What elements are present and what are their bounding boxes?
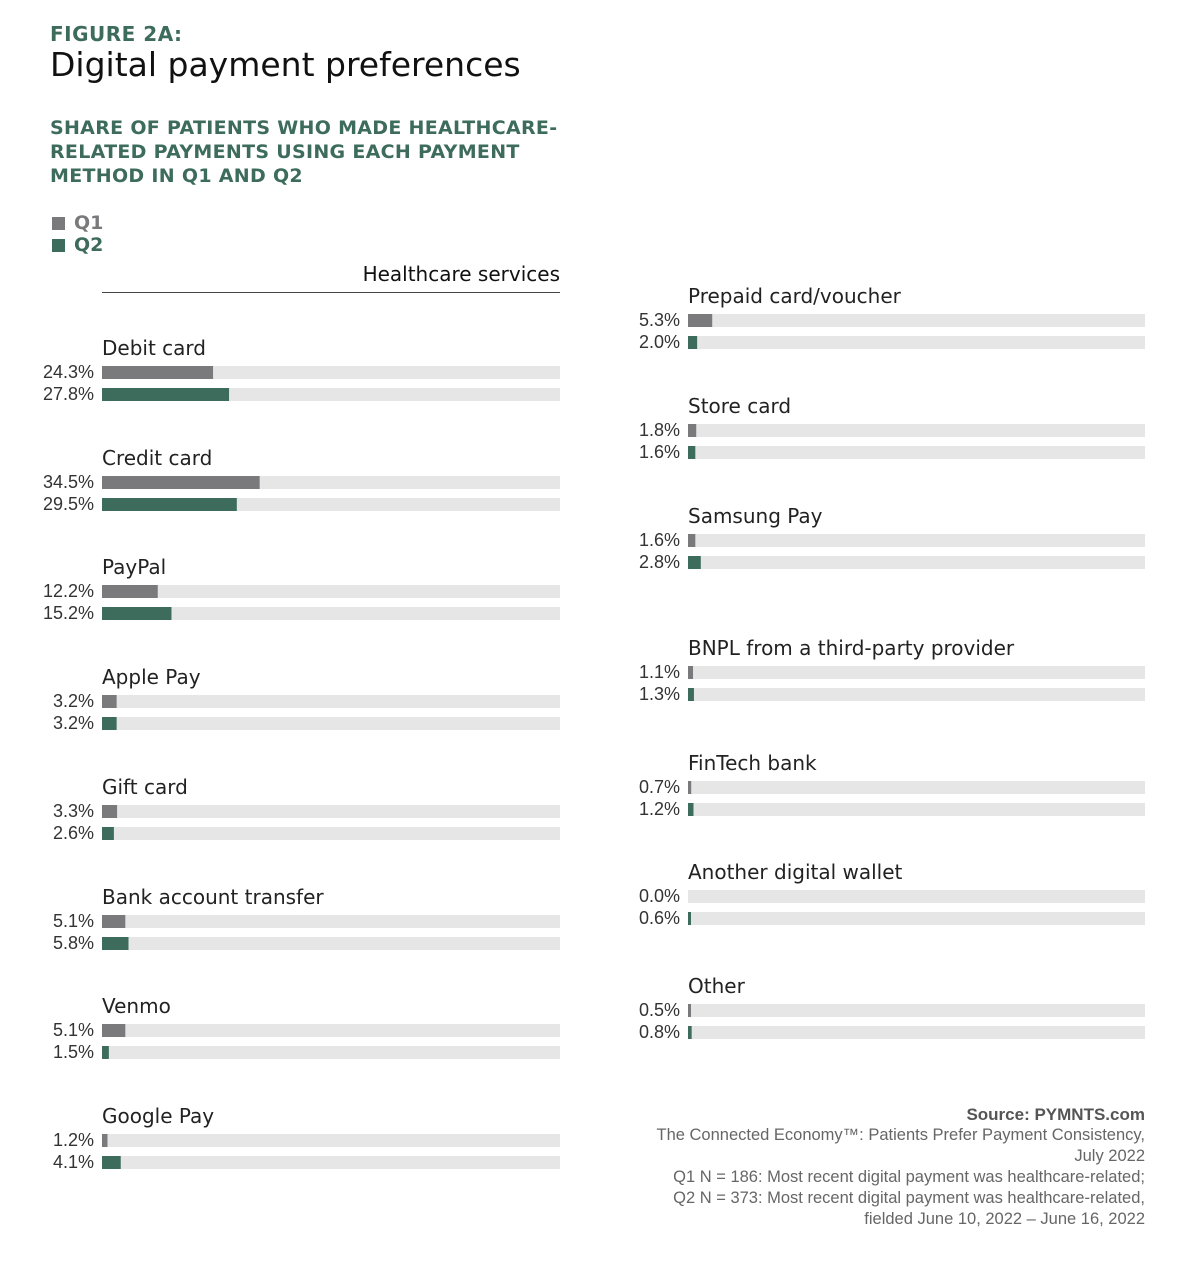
bar-track [102, 1156, 560, 1169]
value-label-q2-other: 0.8% [638, 1022, 680, 1042]
legend-label-q1: Q1 [74, 212, 104, 234]
chart-title: Digital payment preferences [50, 45, 521, 84]
value-label-q1-bnpl-from-a-third-party-provider: 1.1% [638, 662, 680, 682]
value-label-q2-store-card: 1.6% [638, 442, 680, 462]
bar-track [688, 314, 1145, 327]
category-label-other: Other [688, 974, 745, 998]
bar-track [688, 534, 1145, 547]
value-label-q1-bank-account-transfer: 5.1% [52, 911, 94, 931]
value-label-q2-paypal: 15.2% [42, 603, 94, 623]
bar-track [688, 1026, 1145, 1039]
value-label-q2-credit-card: 29.5% [42, 494, 94, 514]
bar-track [688, 424, 1145, 437]
category-label-prepaid-card-voucher: Prepaid card/voucher [688, 284, 901, 308]
bar-q1-store-card [688, 424, 696, 437]
value-label-q1-fintech-bank: 0.7% [638, 777, 680, 797]
bar-q2-samsung-pay [688, 556, 701, 569]
bar-track [102, 1046, 560, 1059]
bar-q1-bank-account-transfer [102, 915, 125, 928]
bar-q2-another-digital-wallet [688, 912, 691, 925]
bar-q2-venmo [102, 1046, 109, 1059]
category-label-samsung-pay: Samsung Pay [688, 504, 823, 528]
value-label-q2-apple-pay: 3.2% [52, 713, 94, 733]
value-label-q1-another-digital-wallet: 0.0% [638, 886, 680, 906]
bar-track [688, 912, 1145, 925]
bar-track [102, 1024, 560, 1037]
bar-q2-gift-card [102, 827, 114, 840]
source-line: Q1 N = 186: Most recent digital payment was healthcare-related; [673, 1168, 1145, 1186]
bar-q1-paypal [102, 585, 158, 598]
bar-track [688, 446, 1145, 459]
value-label-q2-prepaid-card-voucher: 2.0% [638, 332, 680, 352]
bar-track [688, 666, 1145, 679]
value-label-q1-store-card: 1.8% [638, 420, 680, 440]
category-label-another-digital-wallet: Another digital wallet [688, 860, 903, 884]
source-note [585, 1104, 1145, 1230]
bar-q1-apple-pay [102, 695, 117, 708]
category-label-credit-card: Credit card [102, 446, 213, 470]
value-label-q2-google-pay: 4.1% [52, 1152, 94, 1172]
source-line: The Connected Economy™: Patients Prefer Payment Consistency, [656, 1126, 1145, 1144]
bar-q2-debit-card [102, 388, 229, 401]
bar-q1-fintech-bank [688, 781, 691, 794]
bar-q1-credit-card [102, 476, 260, 489]
bar-track [688, 890, 1145, 903]
category-label-google-pay: Google Pay [102, 1104, 215, 1128]
value-label-q1-other: 0.5% [638, 1000, 680, 1020]
bar-track [102, 937, 560, 950]
bar-q2-bnpl-from-a-third-party-provider [688, 688, 694, 701]
category-label-venmo: Venmo [102, 994, 171, 1018]
value-label-q1-gift-card: 3.3% [52, 801, 94, 821]
value-label-q1-google-pay: 1.2% [52, 1130, 94, 1150]
value-label-q2-venmo: 1.5% [52, 1042, 94, 1062]
bar-q2-bank-account-transfer [102, 937, 129, 950]
bar-q1-debit-card [102, 366, 213, 379]
bar-q2-prepaid-card-voucher [688, 336, 697, 349]
bar-track [102, 717, 560, 730]
bar-track [688, 803, 1145, 816]
bar-q1-prepaid-card-voucher [688, 314, 712, 327]
source-line: fielded June 10, 2022 – June 16, 2022 [864, 1210, 1145, 1228]
bar-track [102, 915, 560, 928]
bar-track [688, 781, 1145, 794]
chart-subtitle: SHARE OF PATIENTS WHO MADE HEALTHCARE-RELATED PAYMENTS USING EACH PAYMENT METHOD IN Q1 AND Q2 [50, 117, 558, 187]
bar-track [102, 827, 560, 840]
value-label-q2-debit-card: 27.8% [42, 384, 94, 404]
bar-q2-google-pay [102, 1156, 121, 1169]
category-label-paypal: PayPal [102, 555, 167, 579]
value-label-q1-apple-pay: 3.2% [52, 691, 94, 711]
bar-track [688, 556, 1145, 569]
legend-label-q2: Q2 [74, 234, 104, 256]
source-line: July 2022 [1074, 1147, 1145, 1165]
bar-q2-paypal [102, 607, 171, 620]
bar-q1-google-pay [102, 1134, 107, 1147]
bar-q1-gift-card [102, 805, 117, 818]
category-label-bank-account-transfer: Bank account transfer [102, 885, 324, 909]
bar-q1-bnpl-from-a-third-party-provider [688, 666, 693, 679]
bar-q1-samsung-pay [688, 534, 695, 547]
value-label-q1-prepaid-card-voucher: 5.3% [638, 310, 680, 330]
bar-track [102, 1134, 560, 1147]
bar-track [688, 1004, 1145, 1017]
bar-track [102, 585, 560, 598]
category-label-gift-card: Gift card [102, 775, 188, 799]
bar-q2-other [688, 1026, 692, 1039]
bar-q2-store-card [688, 446, 695, 459]
figure-label: FIGURE 2A: [50, 22, 183, 46]
bar-track [102, 805, 560, 818]
bar-q2-fintech-bank [688, 803, 693, 816]
category-label-bnpl-from-a-third-party-provider: BNPL from a third-party provider [688, 636, 1015, 660]
category-label-debit-card: Debit card [102, 336, 206, 360]
bar-q1-other [688, 1004, 691, 1017]
source-line: Q2 N = 373: Most recent digital payment was healthcare-related, [673, 1189, 1145, 1207]
value-label-q2-samsung-pay: 2.8% [638, 552, 680, 572]
category-label-fintech-bank: FinTech bank [688, 751, 817, 775]
bar-q1-venmo [102, 1024, 125, 1037]
value-label-q2-gift-card: 2.6% [52, 823, 94, 843]
bar-q2-apple-pay [102, 717, 117, 730]
value-label-q2-bank-account-transfer: 5.8% [52, 933, 94, 953]
value-label-q1-venmo: 5.1% [52, 1020, 94, 1040]
source-title: Source: PYMNTS.com [966, 1105, 1145, 1124]
value-label-q2-another-digital-wallet: 0.6% [638, 908, 680, 928]
bar-track [102, 695, 560, 708]
category-label-apple-pay: Apple Pay [102, 665, 201, 689]
value-label-q1-debit-card: 24.3% [42, 362, 94, 382]
section-heading: Healthcare services [102, 262, 560, 293]
bar-track [688, 336, 1145, 349]
category-label-store-card: Store card [688, 394, 792, 418]
bar-track [688, 688, 1145, 701]
value-label-q2-fintech-bank: 1.2% [638, 799, 680, 819]
value-label-q1-credit-card: 34.5% [42, 472, 94, 492]
bar-q2-credit-card [102, 498, 237, 511]
value-label-q1-samsung-pay: 1.6% [638, 530, 680, 550]
value-label-q2-bnpl-from-a-third-party-provider: 1.3% [638, 684, 680, 704]
value-label-q1-paypal: 12.2% [42, 581, 94, 601]
